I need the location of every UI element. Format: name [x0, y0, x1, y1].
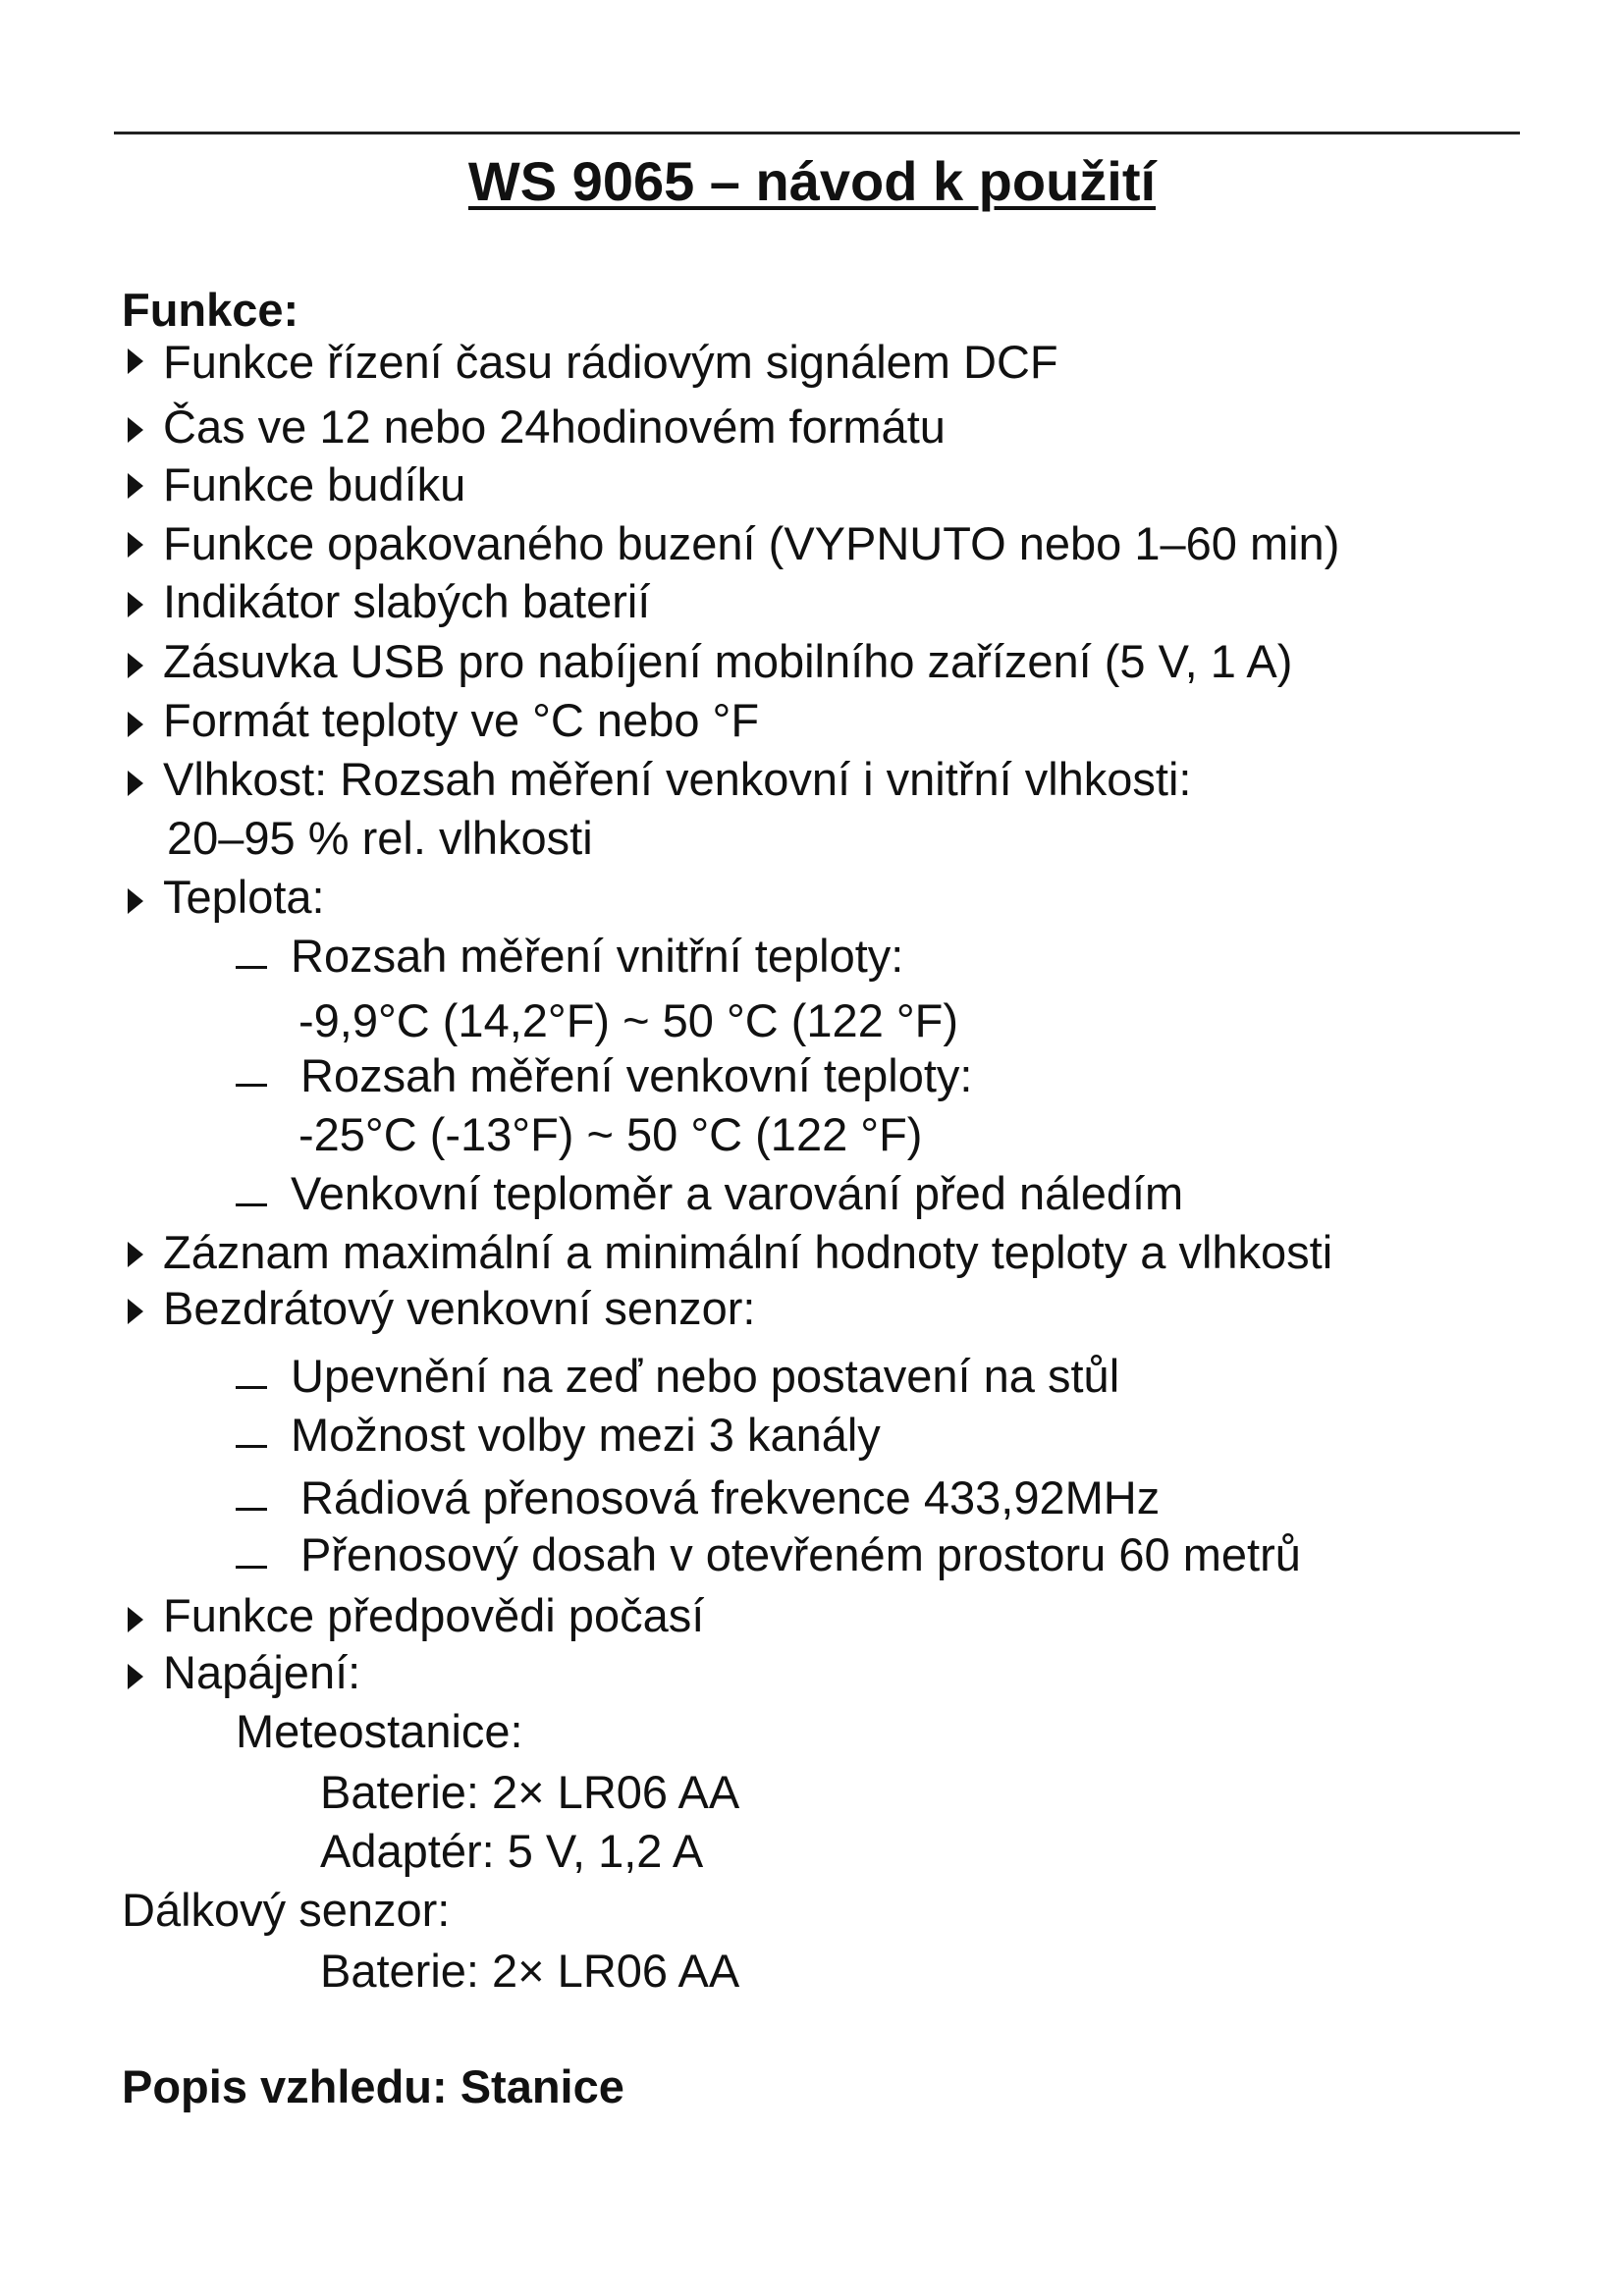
bullet-arrow-icon — [128, 473, 143, 499]
sub-list-item: Venkovní teploměr a varování před náledím — [291, 1167, 1184, 1219]
sub-list-item: Rozsah měření venkovní teploty: — [300, 1049, 973, 1101]
sub-list-item-continuation: -25°C (-13°F) ~ 50 °C (122 °F) — [298, 1108, 923, 1160]
bullet-arrow-icon — [128, 888, 143, 914]
list-item: Funkce opakovaného buzení (VYPNUTO nebo 1–60 min) — [163, 517, 1340, 569]
bullet-arrow-icon — [128, 712, 143, 737]
page-title: WS 9065 – návod k použití — [467, 150, 1157, 212]
bullet-arrow-icon — [128, 592, 143, 617]
sub-list-item-continuation: -9,9°C (14,2°F) ~ 50 °C (122 °F) — [298, 994, 959, 1046]
dash-bullet-icon — [236, 1084, 267, 1087]
bullet-arrow-icon — [128, 532, 143, 558]
sub-list-item: Možnost volby mezi 3 kanály — [291, 1409, 881, 1461]
list-item: Funkce řízení času rádiovým signálem DCF — [163, 336, 1058, 388]
list-item: Funkce předpovědi počasí — [163, 1589, 705, 1641]
bullet-arrow-icon — [128, 348, 143, 374]
power-station-adapter: Adaptér: 5 V, 1,2 A — [320, 1825, 704, 1877]
dash-bullet-icon — [236, 966, 267, 969]
power-remote-sensor-battery: Baterie: 2× LR06 AA — [320, 1945, 740, 1997]
list-item: Záznam maximální a minimální hodnoty teploty a vlhkosti — [163, 1226, 1333, 1278]
section-heading-appearance: Popis vzhledu: Stanice — [122, 2060, 624, 2112]
dash-bullet-icon — [236, 1508, 267, 1511]
sub-list-item: Rádiová přenosová frekvence 433,92MHz — [300, 1471, 1161, 1523]
bullet-arrow-icon — [128, 417, 143, 443]
list-item: Funkce budíku — [163, 458, 466, 510]
sub-list-item: Rozsah měření vnitřní teploty: — [291, 930, 904, 982]
list-item: Bezdrátový venkovní senzor: — [163, 1282, 756, 1334]
list-item: Teplota: — [163, 871, 325, 923]
power-remote-sensor-label: Dálkový senzor: — [122, 1884, 451, 1936]
bullet-arrow-icon — [128, 653, 143, 678]
list-item: Vlhkost: Rozsah měření venkovní i vnitřní vlhkosti: — [163, 753, 1192, 805]
dash-bullet-icon — [236, 1566, 267, 1569]
bullet-arrow-icon — [128, 1242, 143, 1267]
sub-list-item: Přenosový dosah v otevřeném prostoru 60 metrů — [300, 1528, 1301, 1580]
list-item: Zásuvka USB pro nabíjení mobilního zařízení (5 V, 1 A) — [163, 635, 1293, 687]
bullet-arrow-icon — [128, 1607, 143, 1632]
bullet-arrow-icon — [128, 771, 143, 796]
list-item-continuation: 20–95 % rel. vlhkosti — [167, 812, 593, 864]
sub-list-item: Upevnění na zeď nebo postavení na stůl — [291, 1350, 1120, 1402]
list-item: Formát teploty ve °C nebo °F — [163, 694, 760, 746]
section-heading-functions: Funkce: — [122, 284, 299, 336]
bullet-arrow-icon — [128, 1664, 143, 1689]
list-item: Čas ve 12 nebo 24hodinovém formátu — [163, 400, 946, 453]
bullet-arrow-icon — [128, 1299, 143, 1324]
power-station-label: Meteostanice: — [236, 1705, 523, 1757]
top-rule — [114, 132, 1520, 134]
dash-bullet-icon — [236, 1445, 267, 1448]
list-item: Napájení: — [163, 1646, 361, 1698]
dash-bullet-icon — [236, 1203, 267, 1206]
power-station-battery: Baterie: 2× LR06 AA — [320, 1766, 740, 1818]
list-item: Indikátor slabých baterií — [163, 575, 651, 627]
dash-bullet-icon — [236, 1386, 267, 1389]
